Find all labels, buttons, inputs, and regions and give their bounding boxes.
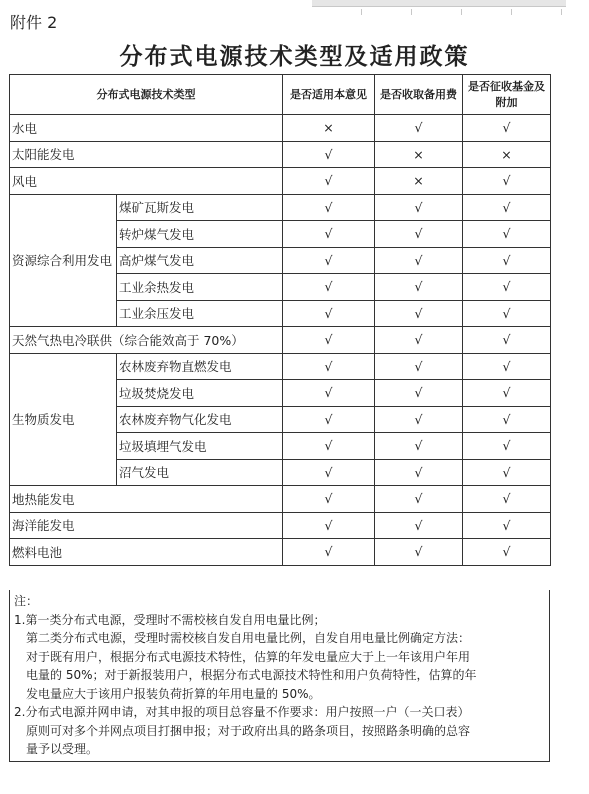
mark-cell: √ (463, 353, 551, 380)
table-row (10, 141, 551, 168)
mark-cell: √ (463, 459, 551, 486)
mark-cell: √ (463, 406, 551, 433)
mark-cell: √ (283, 512, 375, 539)
mark-cell: √ (283, 194, 375, 221)
mark-cell: √ (463, 115, 551, 142)
mark-cell: √ (375, 459, 463, 486)
header-applicable: 是否适用本意见 (283, 75, 375, 115)
row-subcategory: 高炉煤气发电 (117, 247, 283, 274)
mark-cell: √ (375, 194, 463, 221)
row-subcategory: 转炉煤气发电 (117, 221, 283, 248)
mark-cell: × (463, 141, 551, 168)
table-row (10, 353, 551, 380)
table-row (10, 194, 551, 221)
note-line: 量予以受理。 (26, 742, 99, 756)
mark-cell: √ (283, 168, 375, 195)
mark-cell: √ (283, 141, 375, 168)
mark-cell: × (283, 115, 375, 142)
mark-cell: √ (375, 353, 463, 380)
mark-cell: √ (375, 380, 463, 407)
row-category: 天然气热电冷联供（综合能效高于 70%） (10, 327, 283, 354)
table-row (10, 327, 551, 354)
mark-cell: √ (283, 486, 375, 513)
mark-cell: √ (463, 168, 551, 195)
mark-cell: √ (375, 433, 463, 460)
mark-cell: √ (463, 327, 551, 354)
mark-cell: √ (463, 433, 551, 460)
mark-cell: √ (283, 539, 375, 566)
row-subcategory: 煤矿瓦斯发电 (117, 194, 283, 221)
note-line: 2.分布式电源并网申请，对其申报的项目总容量不作要求：用户按照一户（一关口表） (14, 705, 470, 719)
table-row (10, 539, 551, 566)
mark-cell: √ (375, 221, 463, 248)
mark-cell: √ (283, 274, 375, 301)
note-line: 1.第一类分布式电源，受理时不需校核自发自用电量比例； (14, 612, 326, 627)
mark-cell: √ (375, 406, 463, 433)
row-category: 燃料电池 (10, 539, 283, 566)
mark-cell: √ (283, 327, 375, 354)
mark-cell: √ (283, 353, 375, 380)
mark-cell: √ (463, 512, 551, 539)
header-tech-type: 分布式电源技术类型 (10, 75, 283, 115)
row-category: 风电 (10, 168, 283, 195)
mark-cell: √ (375, 512, 463, 539)
mark-cell: √ (375, 539, 463, 566)
mark-cell: √ (463, 539, 551, 566)
mark-cell: √ (375, 327, 463, 354)
row-category: 太阳能发电 (10, 141, 283, 168)
table-header-row (10, 75, 551, 115)
table-row (10, 168, 551, 195)
mark-cell: × (375, 141, 463, 168)
mark-cell: √ (283, 221, 375, 248)
row-subcategory: 工业余热发电 (117, 274, 283, 301)
mark-cell: √ (283, 300, 375, 327)
top-toolbar-strip (312, 0, 566, 7)
mark-cell: √ (463, 221, 551, 248)
row-category: 生物质发电 (10, 353, 117, 486)
mark-cell: √ (463, 300, 551, 327)
row-category: 资源综合利用发电 (10, 194, 117, 327)
mark-cell: √ (463, 194, 551, 221)
mark-cell: √ (283, 380, 375, 407)
table-row (10, 486, 551, 513)
mark-cell: √ (375, 115, 463, 142)
mark-cell: √ (283, 247, 375, 274)
row-subcategory: 垃圾焚烧发电 (117, 380, 283, 407)
mark-cell: × (375, 168, 463, 195)
note-line: 发电量应大于该用户报装负荷折算的年用电量的 50%。 (26, 686, 321, 701)
row-subcategory: 农林废弃物直燃发电 (117, 353, 283, 380)
row-category: 海洋能发电 (10, 512, 283, 539)
note-line: 第二类分布式电源，受理时需校核自发自用电量比例，自发自用电量比例确定方法： (26, 631, 471, 645)
row-category: 水电 (10, 115, 283, 142)
mark-cell: √ (375, 247, 463, 274)
mark-cell: √ (283, 406, 375, 433)
mark-cell: √ (375, 486, 463, 513)
row-subcategory: 农林废弃物气化发电 (117, 406, 283, 433)
policy-table (9, 74, 551, 566)
notes-section (9, 590, 550, 762)
row-category: 地热能发电 (10, 486, 283, 513)
attachment-label: 附件 2 (10, 13, 58, 32)
table-row (10, 512, 551, 539)
row-subcategory: 工业余压发电 (117, 300, 283, 327)
row-subcategory: 沼气发电 (117, 459, 283, 486)
mark-cell: √ (463, 247, 551, 274)
table-row (10, 115, 551, 142)
row-subcategory: 垃圾填埋气发电 (117, 433, 283, 460)
mark-cell: √ (463, 486, 551, 513)
mark-cell: √ (375, 274, 463, 301)
header-fund-levy: 是否征收基金及附加 (463, 75, 551, 115)
mark-cell: √ (283, 459, 375, 486)
header-standby-fee: 是否收取备用费 (375, 75, 463, 115)
notes-heading: 注： (14, 594, 39, 608)
mark-cell: √ (283, 433, 375, 460)
note-line: 对于既有用户，根据分布式电源技术特性，估算的年发电量应大于上一年该用户年用 (26, 649, 471, 664)
note-line: 原则可对多个并网点项目打捆申报；对于政府出具的路条项目，按照路条明确的总容 (26, 723, 471, 738)
mark-cell: √ (463, 274, 551, 301)
note-line: 电量的 50%；对于新报装用户，根据分布式电源技术特性和用户负荷特性，估算的年 (26, 668, 477, 682)
mark-cell: √ (463, 380, 551, 407)
document-title: 分布式电源技术类型及适用政策 (119, 44, 470, 70)
mark-cell: √ (375, 300, 463, 327)
